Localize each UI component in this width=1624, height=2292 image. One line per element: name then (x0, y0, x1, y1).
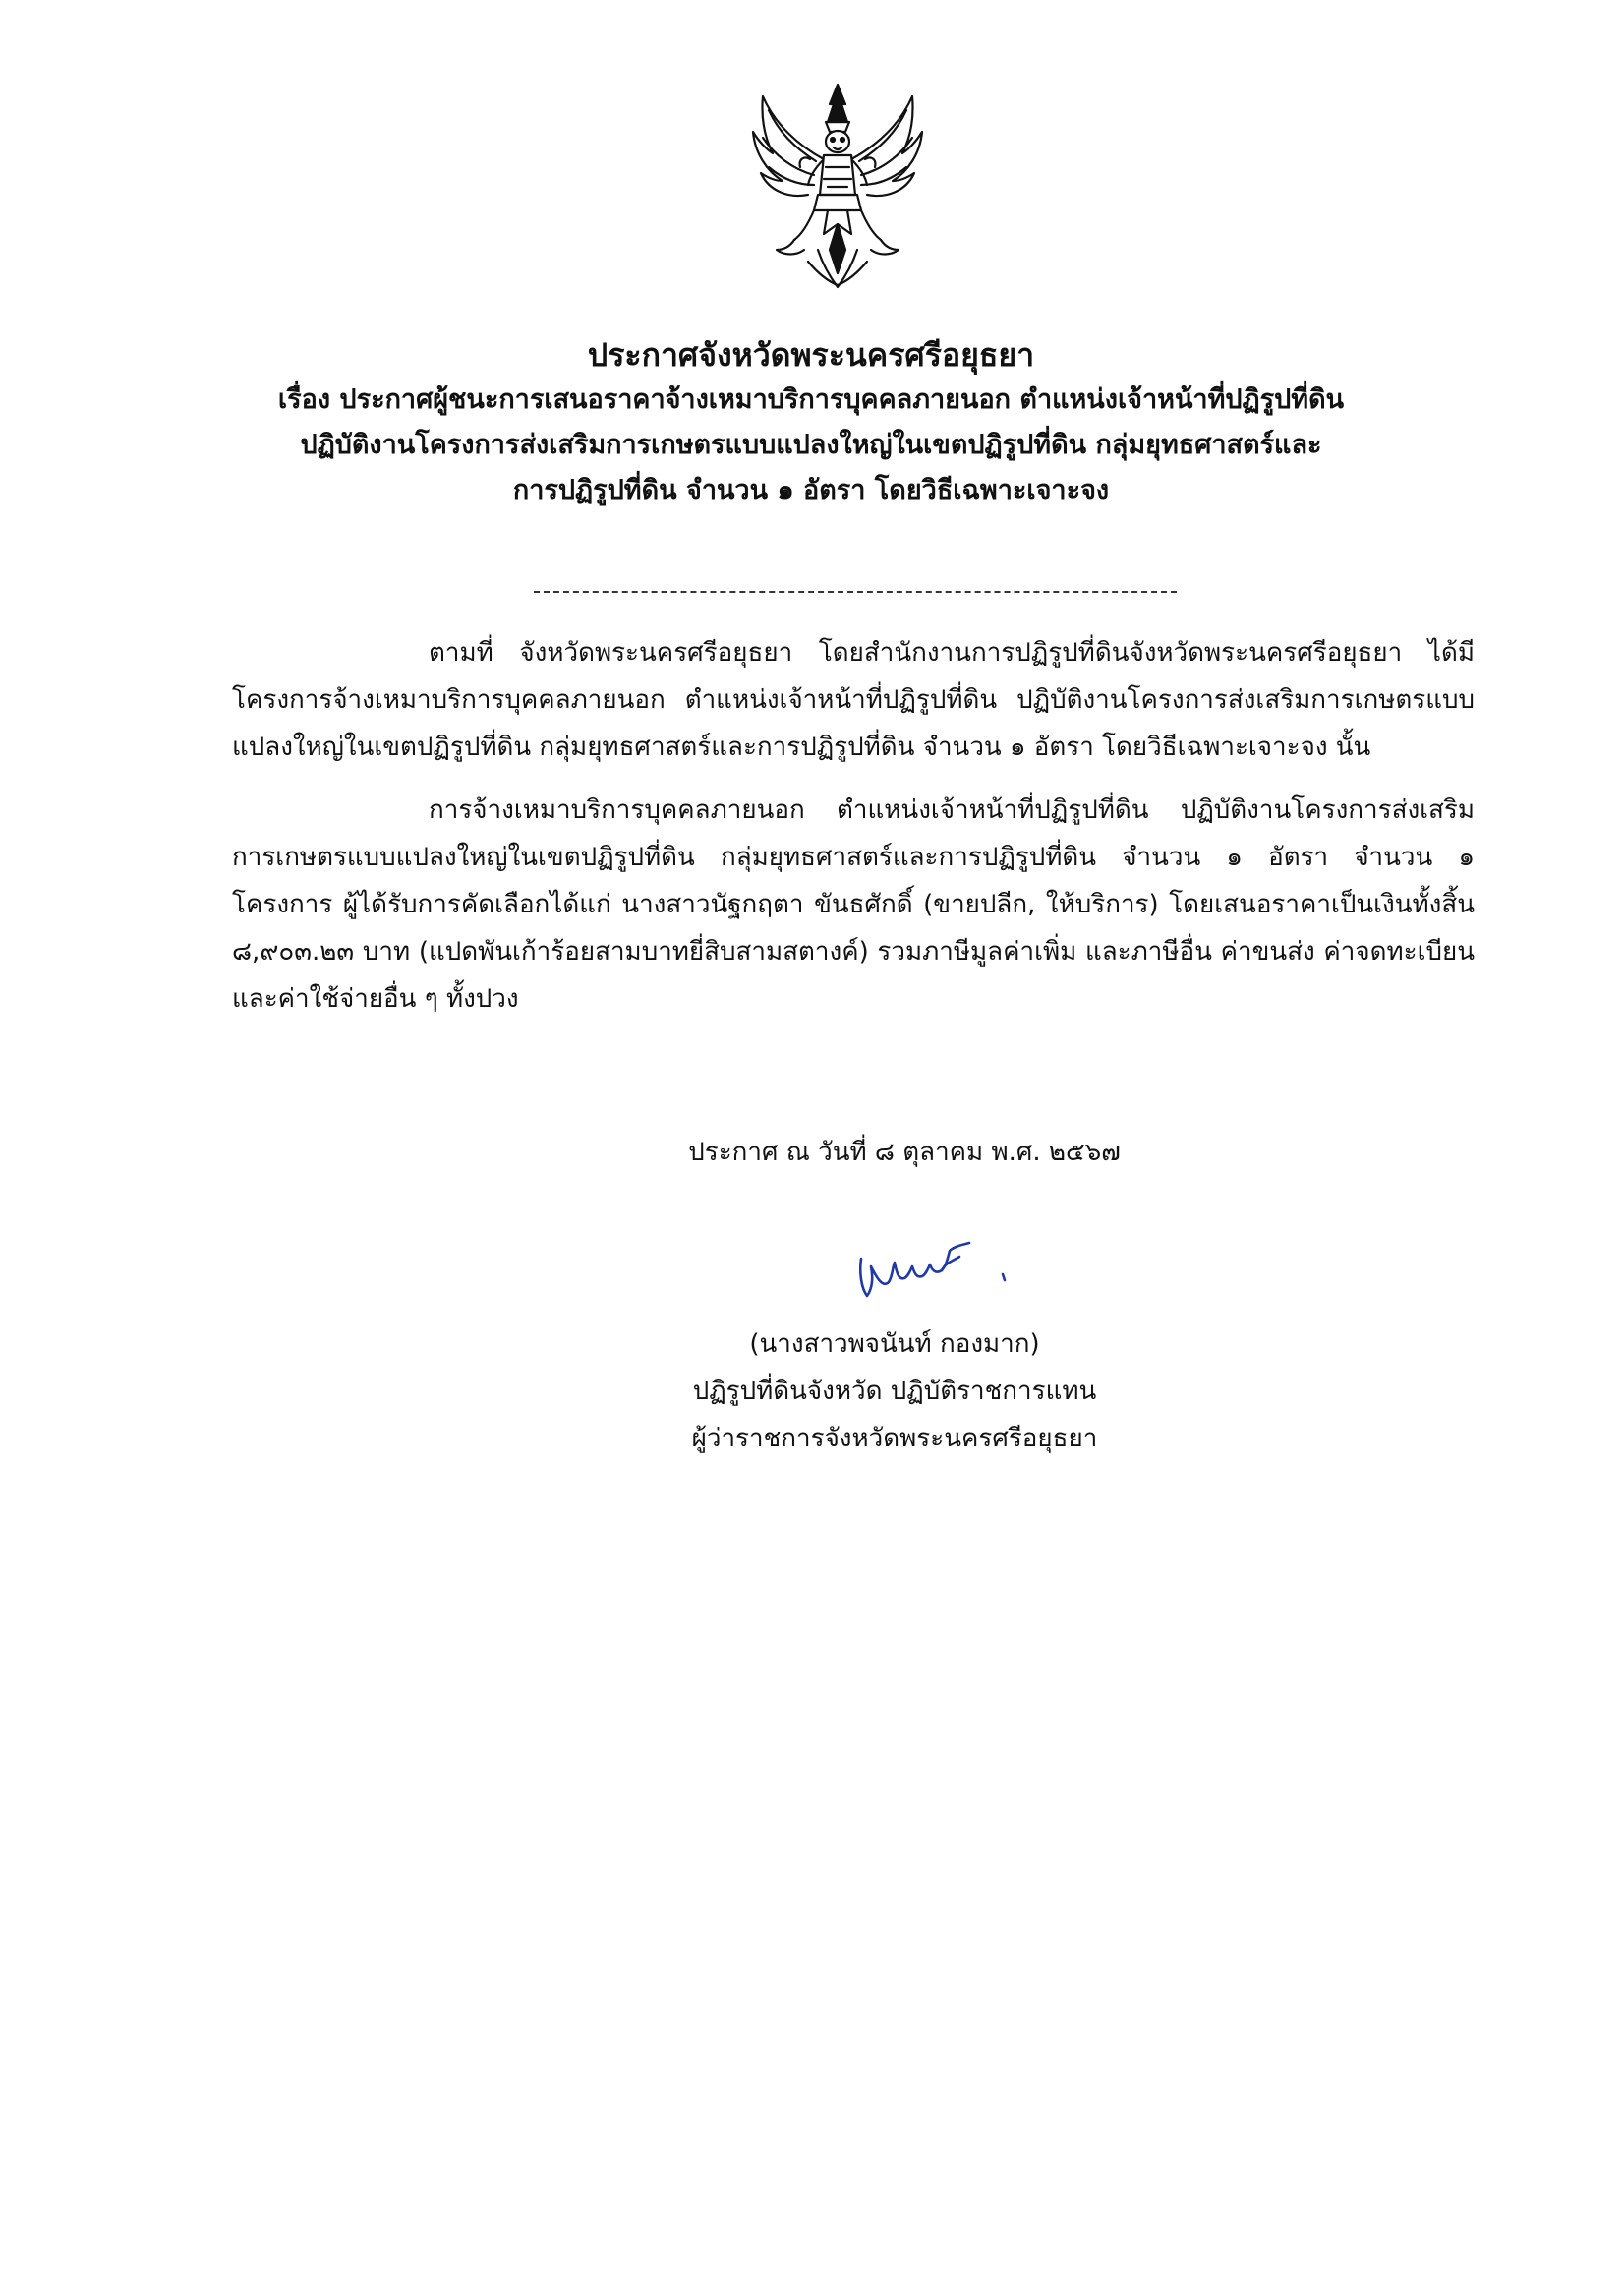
title-block (226, 332, 1396, 513)
subject-line-1: เรื่อง ประกาศผู้ชนะการเสนอราคาจ้างเหมาบริการบุคคลภายนอก ตำแหน่งเจ้าหน้าที่ปฏิรูปที่ดิน (277, 384, 1345, 415)
garuda-emblem-icon (739, 77, 936, 295)
handwritten-signature-icon (855, 1237, 1022, 1306)
signer-block (551, 1321, 1239, 1462)
signer-name: (นางสาวพจนันท์ กองมาก) (749, 1329, 1040, 1359)
paragraph-1: ตามที่ จังหวัดพระนครศรีอยุธยา โดยสำนักงานการปฏิรูปที่ดินจังหวัดพระนครศรีอยุธยา ได้มีโครงการจ้างเหมาบริการบุคคลภายนอก ตำแหน่งเจ้าหน้าที่ปฏิรูปที่ดิน ปฏิบัติงานโครงการส่งเสริมการเกษตรแบบแปลงใหญ่ในเขตปฏิรูปที่ดิน กลุ่มยุทธศาสตร์และการปฏิรูปที่ดิน จำนวน ๑ อัตรา โดยวิธีเฉพาะเจาะจง นั้น (232, 638, 1475, 762)
page-title: ประกาศจังหวัดพระนครศรีอยุธยา (587, 336, 1035, 374)
signer-position: ปฏิรูปที่ดินจังหวัด ปฏิบัติราชการแทน (692, 1377, 1097, 1406)
announcement-body (232, 629, 1475, 1038)
paragraph-2: การจ้างเหมาบริการบุคคลภายนอก ตำแหน่งเจ้าหน้าที่ปฏิรูปที่ดิน ปฏิบัติงานโครงการส่งเสริมการเกษตรแบบแปลงใหญ่ในเขตปฏิรูปที่ดิน กลุ่มยุทธศาสตร์และการปฏิรูปที่ดิน จำนวน ๑ อัตรา จำนวน ๑ โครงการ ผู้ได้รับการคัดเลือกได้แก่ นางสาวนัฐกฤตา ขันธศักดิ์ (ขายปลีก, ให้บริการ) โดยเสนอราคาเป็นเงินทั้งสิ้น ๘,๙๐๓.๒๓ บาท (แปดพันเก้าร้อยสามบาทยี่สิบสามสตางค์) รวมภาษีมูลค่าเพิ่ม และภาษีอื่น ค่าขนส่ง ค่าจดทะเบียนและค่าใช้จ่ายอื่น ๆ ทั้งปวง (232, 795, 1475, 1014)
subject-line-3: การปฏิรูปที่ดิน จำนวน ๑ อัตรา โดยวิธีเฉพาะเจาะจง (512, 475, 1110, 505)
subject-line-2: ปฏิบัติงานโครงการส่งเสริมการเกษตรแบบแปลงใหญ่ในเขตปฏิรูปที่ดิน กลุ่มยุทธศาสตร์และ (300, 430, 1322, 460)
signer-authority: ผู้ว่าราชการจังหวัดพระนครศรีอยุธยา (691, 1424, 1098, 1453)
dashed-divider (534, 582, 1177, 602)
announcement-date: ประกาศ ณ วันที่ ๘ ตุลาคม พ.ศ. ๒๕๖๗ (688, 1138, 1121, 1167)
